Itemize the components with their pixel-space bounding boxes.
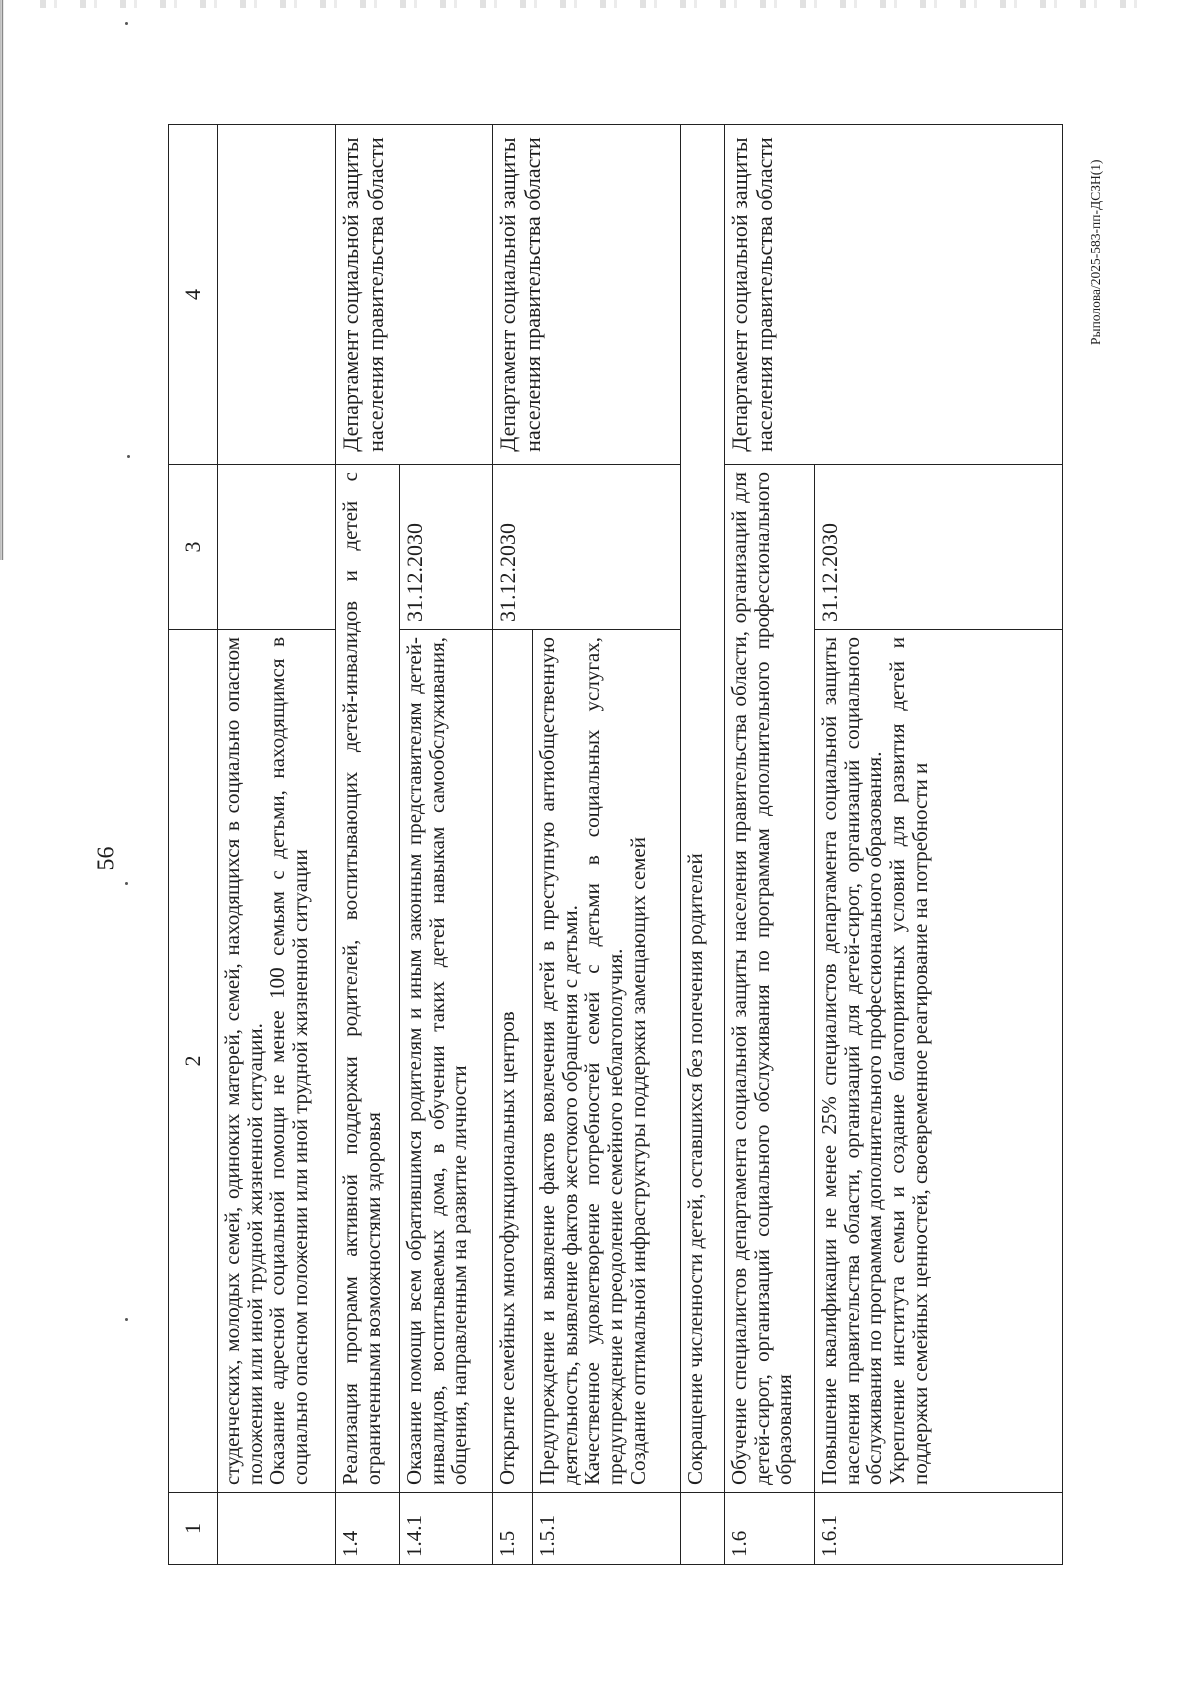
row-description: Оказание помощи всем обратившимся родителям и иным законным представителям детей-инвалидов, воспитываемых дома, в обучении таких детей навыкам самообслуживания, общения, направленным на развитие личности <box>400 630 493 1493</box>
row-number <box>218 1493 336 1565</box>
table-row <box>725 125 815 1565</box>
header-cell: 1 <box>169 1493 218 1565</box>
scan-noise <box>40 0 1140 8</box>
description-line: Качественное удовлетворение потребностей семей с детьми в социальных услугах, предупреждение и преодоление семейного неблагополучия. <box>580 637 628 1485</box>
description-line: Оказание адресной социальной помощи не менее 100 семьям с детьми, находящимся в социально опасном положении или иной трудной жизненной ситуации <box>265 637 313 1485</box>
row-number: 1.4 <box>336 1493 400 1565</box>
row-number: 1.4.1 <box>400 1493 493 1565</box>
row-responsible: Департамент социальной защиты населения правительства области <box>336 125 493 465</box>
rotated-table-frame <box>168 125 1063 1565</box>
table-header-row <box>169 125 218 1565</box>
row-deadline: 31.12.2030 <box>400 465 493 630</box>
measures-table <box>168 124 1063 1565</box>
header-cell: 4 <box>169 125 218 465</box>
row-number: 1.6 <box>725 1493 815 1565</box>
table-row <box>493 125 533 1565</box>
page-number: 56 <box>93 846 120 871</box>
row-deadline: 31.12.2030 <box>815 465 1063 630</box>
table-row <box>218 125 336 1565</box>
table-row <box>336 125 400 1565</box>
scan-line <box>2 0 3 560</box>
row-description <box>218 630 336 1493</box>
description-line: Укрепление института семьи и создание благоприятных условий для развития детей и поддержки семейных ценностей, своевременное реагирование на потребности и <box>885 637 932 1485</box>
row-description <box>815 630 1063 1493</box>
document-reference-code: Рыполова/2025-583-пп-ДСЗН(1) <box>1088 159 1103 345</box>
row-description: Обучение специалистов департамента социальной защиты населения правительства области, организаций для детей-сирот, организаций социального обслуживания по программам дополнительного профессионального образования <box>725 465 815 1493</box>
scan-dot <box>125 1318 128 1321</box>
scan-dot <box>127 455 130 458</box>
section-row <box>681 125 725 1565</box>
row-number <box>681 1493 725 1565</box>
row-description: Реализация программ активной поддержки родителей, воспитывающих детей-инвалидов и детей с ограниченными возможностями здоровья <box>336 465 400 1493</box>
header-cell: 2 <box>169 630 218 1493</box>
row-responsible: Департамент социальной защиты населения правительства области <box>725 125 1063 465</box>
description-line: Предупреждение и выявление фактов вовлечения детей в преступную антиобщественную деятельность, выявление фактов жестокого обращения с детьми. <box>535 637 582 1485</box>
description-line: Повышение квалификации не менее 25% специалистов департамента социальной защиты населения правительства области, организаций для детей-сирот, организаций социального обслуживания по программам дополнительного профессионального образования. <box>817 637 887 1485</box>
row-deadline: 31.12.2030 <box>493 465 681 630</box>
scan-dot <box>125 882 128 885</box>
row-number: 1.6.1 <box>815 1493 1063 1565</box>
row-deadline <box>218 465 336 630</box>
row-number: 1.5 <box>493 1493 533 1565</box>
row-responsible: Департамент социальной защиты населения правительства области <box>493 125 681 465</box>
scan-dot <box>125 22 128 25</box>
section-title: Сокращение численности детей, оставшихся без попечения родителей <box>681 125 725 1493</box>
description-line: студенческих, молодых семей, одиноких матерей, семей, находящихся в социально опасном положении или иной трудной жизненной ситуации. <box>220 637 267 1485</box>
description-line: Создание оптимальной инфраструктуры поддержки замещающих семей <box>625 837 650 1485</box>
row-description: Открытие семейных многофункциональных центров <box>493 630 533 1493</box>
row-description <box>533 630 681 1493</box>
row-responsible <box>218 125 336 465</box>
header-cell: 3 <box>169 465 218 630</box>
row-number: 1.5.1 <box>533 1493 681 1565</box>
